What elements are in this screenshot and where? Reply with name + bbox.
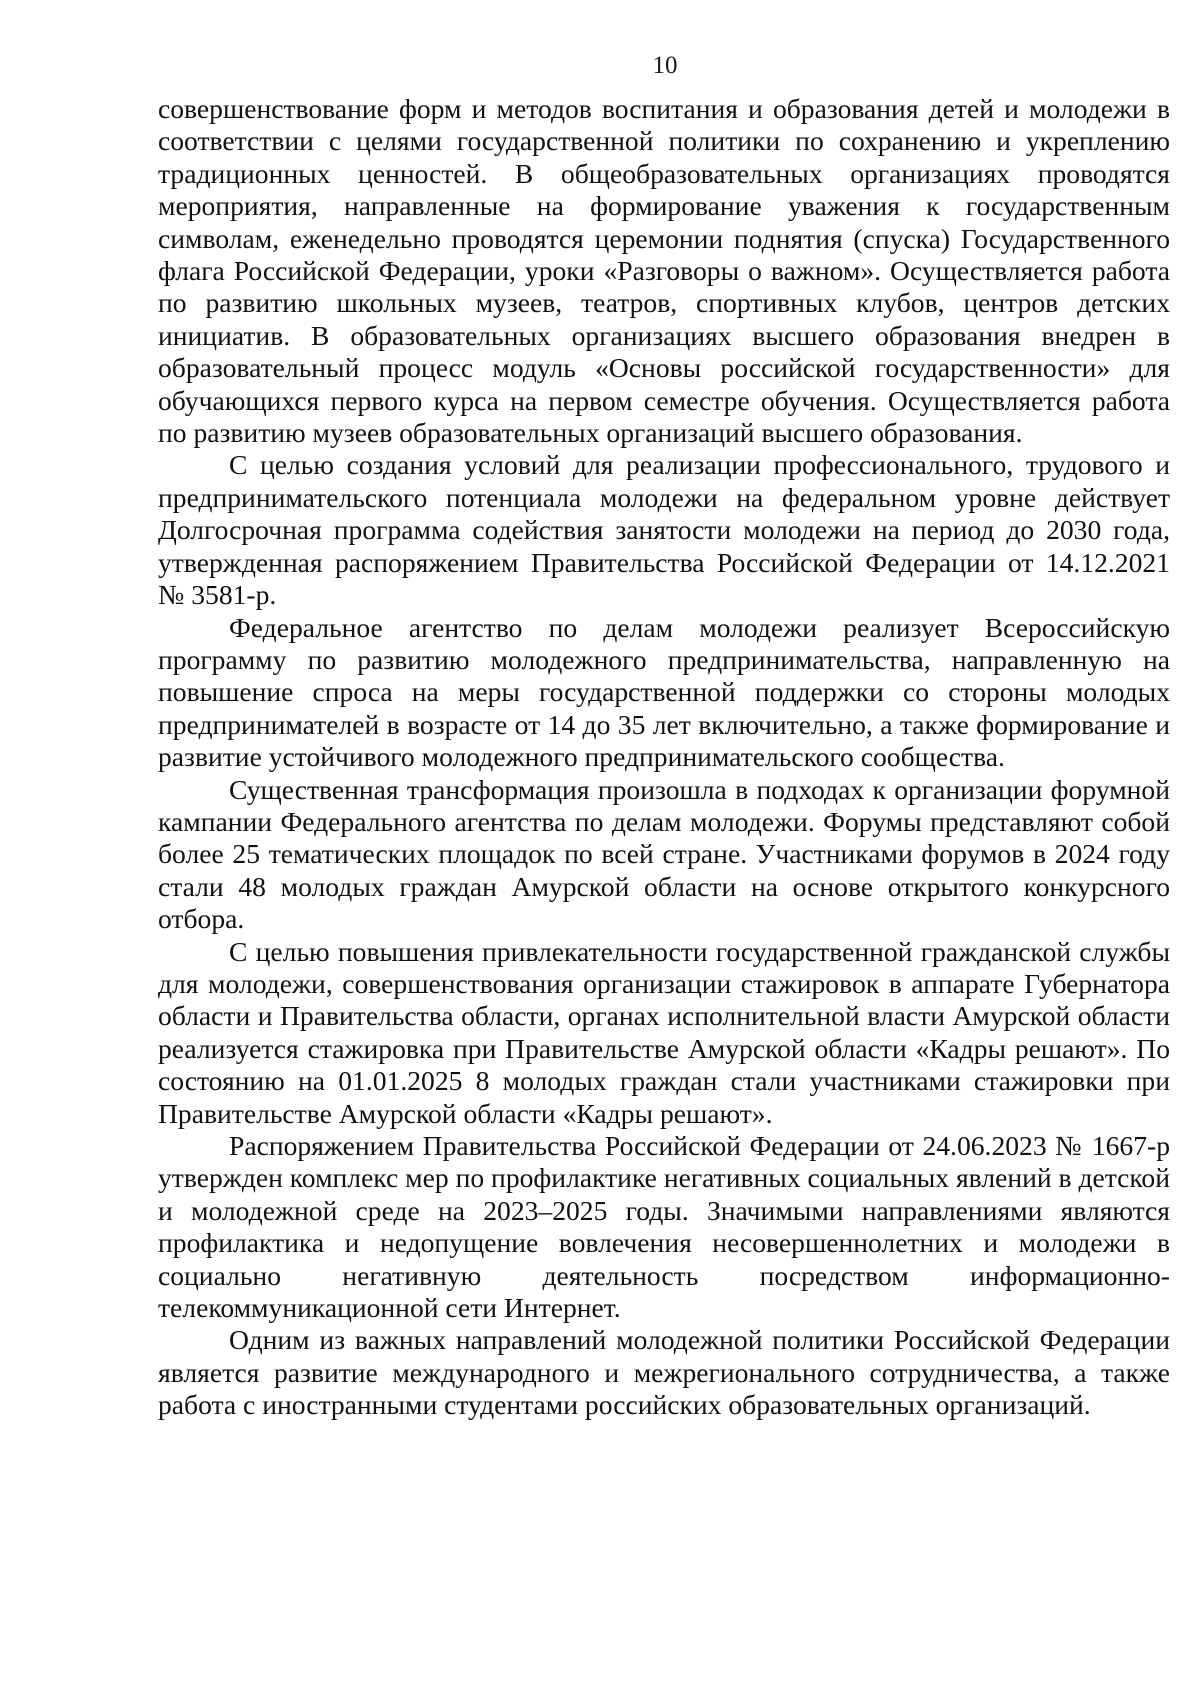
paragraph: Федеральное агентство по делам молодежи реализует Всероссийскую программу по развитию молодежного предпринимательства, направленную на повышение спроса на меры государственной поддержки со стороны молодых предпринимателей в возрасте от 14 до 35 лет включительно, а также формирование и развитие устойчивого молодежного предпринимательского сообщества.	[158, 611, 1170, 773]
paragraph: Существенная трансформация произошла в подходах к организации форумной кампании Федерального агентства по делам молодежи. Форумы представляют собой более 25 тематических площадок по всей стране. Участниками форумов в 2024 году стали 48 молодых граждан Амурской области на основе открытого конкурсного отбора.	[158, 773, 1170, 935]
document-body	[158, 93, 1170, 1422]
paragraph: Распоряжением Правительства Российской Федерации от 24.06.2023 № 1667-р утвержден комплекс мер по профилактике негативных социальных явлений в детской и молодежной среде на 2023–2025 годы. Значимыми направлениями являются профилактика и недопущение вовлечения несовершеннолетних и молодежи в социально негативную деятельность посредством информационно-телекоммуникационной сети Интернет.	[158, 1130, 1170, 1324]
paragraph: С целью создания условий для реализации профессионального, трудового и предпринимательского потенциала молодежи на федеральном уровне действует Долгосрочная программа содействия занятости молодежи на период до 2030 года, утвержденная распоряжением Правительства Российской Федерации от 14.12.2021 № 3581-р.	[158, 449, 1170, 611]
paragraph: С целью повышения привлекательности государственной гражданской службы для молодежи, совершенствования организации стажировок в аппарате Губернатора области и Правительства области, органах исполнительной власти Амурской области реализуется стажировка при Правительстве Амурской области «Кадры решают». По состоянию на 01.01.2025 8 молодых граждан стали участниками стажировки при Правительстве Амурской области «Кадры решают».	[158, 935, 1170, 1129]
paragraph: Одним из важных направлений молодежной политики Российской Федерации является развитие международного и межрегионального сотрудничества, а также работа с иностранными студентами российских образовательных организаций.	[158, 1324, 1170, 1421]
page-number: 10	[652, 52, 678, 79]
paragraph-continuation: совершенствование форм и методов воспитания и образования детей и молодежи в соответствии с целями государственной политики по сохранению и укреплению традиционных ценностей. В общеобразовательных организациях проводятся мероприятия, направленные на формирование уважения к государственным символам, еженедельно проводятся церемонии поднятия (спуска) Государственного флага Российской Федерации, уроки «Разговоры о важном». Осуществляется работа по развитию школьных музеев, театров, спортивных клубов, центров детских инициатив. В образовательных организациях высшего образования внедрен в образовательный процесс модуль «Основы российской государственности» для обучающихся первого курса на первом семестре обучения. Осуществляется работа по развитию музеев образовательных организаций высшего образования.	[158, 93, 1170, 449]
